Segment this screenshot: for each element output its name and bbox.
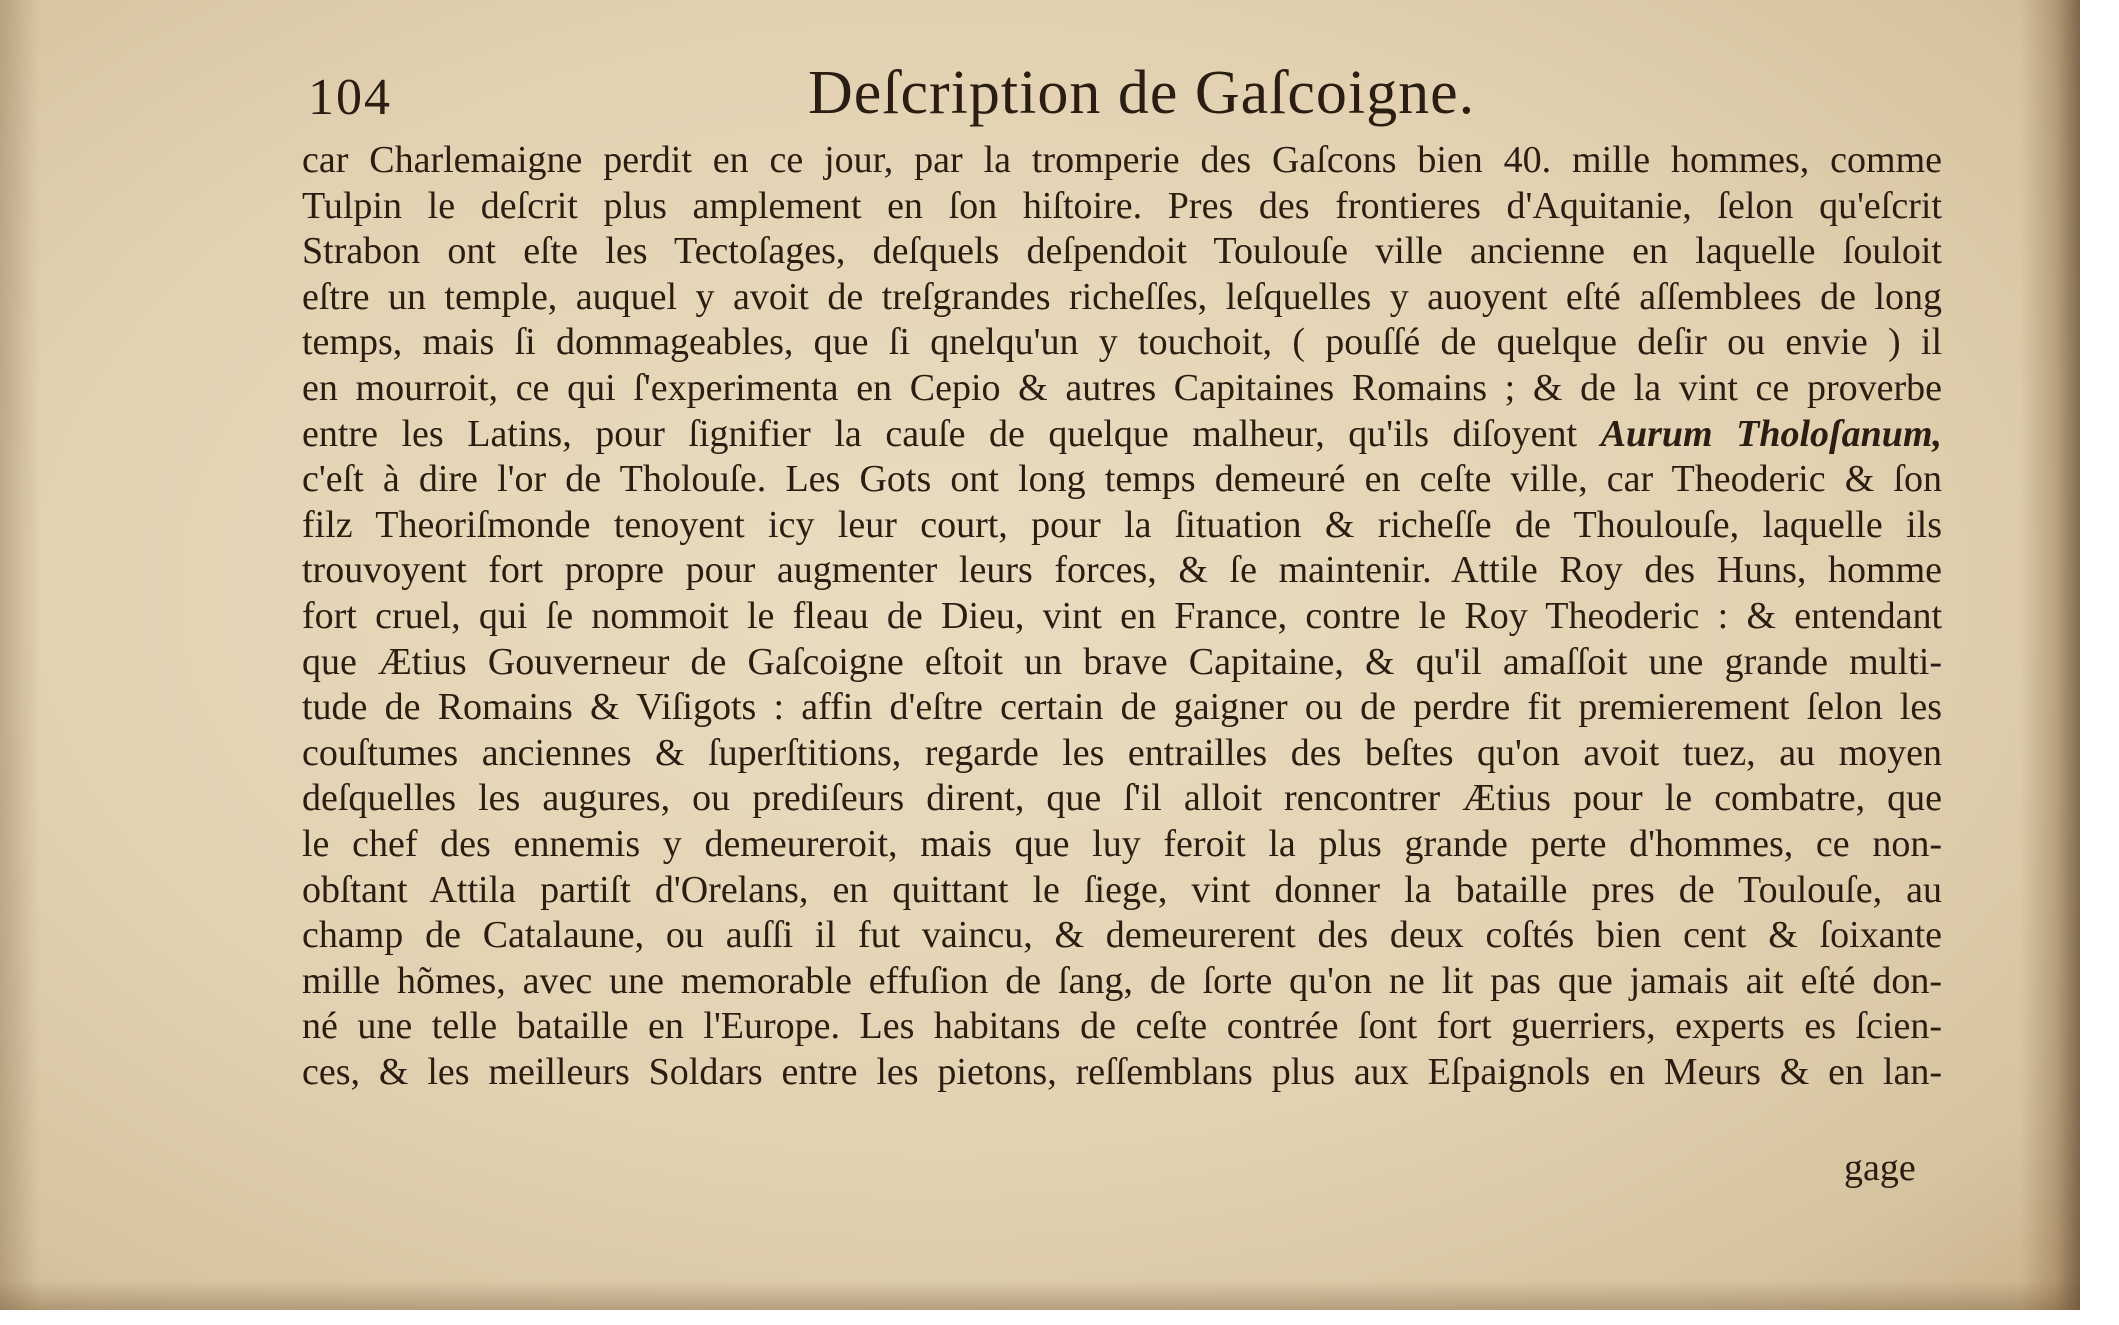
text-line: entre les Latins, pour ſignifier la cauſe de quelque malheur, qu'ils diſoyent Aurum Tholoſanum, — [302, 412, 1943, 455]
text-line: né une telle bataille en l'Europe. Les habitans de ceſte contrée ſont fort guerriers, experts es ſcien- — [302, 1005, 1942, 1048]
text-line: temps, mais ſi dommageables, que ſi qnelqu'un y touchoit, ( pouſſé de quelque deſir ou envie ) il — [302, 321, 1942, 364]
page-bottom-shadow — [0, 1280, 2080, 1310]
text-line: eſtre un temple, auquel y avoit de treſgrandes richeſſes, leſquelles y auoyent eſté aſſemblees de long — [302, 275, 1942, 318]
running-title: Deſcription de Gaſcoigne. — [808, 59, 1476, 127]
text-line: deſquelles les augures, ou prediſeurs dirent, que ſ'il alloit rencontrer Ætius pour le combatre, que — [302, 777, 1942, 820]
text-line: c'eſt à dire l'or de Tholouſe. Les Gots ont long temps demeuré en ceſte ville, car Theoderic & ſon — [302, 458, 1942, 501]
text-line: ces, & les meilleurs Soldars entre les pietons, reſſemblans plus aux Eſpaignols en Meurs & en lan- — [302, 1050, 1942, 1093]
page-number: 104 — [308, 69, 392, 126]
text-line: couſtumes anciennes & ſuperſtitions, regarde les entrailles des beſtes qu'on avoit tuez, au moyen — [302, 731, 1942, 774]
latin-phrase: Aurum Tholoſanum, — [1600, 412, 1943, 455]
text-line: le chef des ennemis y demeureroit, mais que luy feroit la plus grande perte d'hommes, ce non- — [302, 822, 1942, 865]
text-line: filz Theoriſmonde tenoyent icy leur court, pour la ſituation & richeſſe de Thoulouſe, laquelle ils — [302, 503, 1942, 546]
text-line: Strabon ont eſte les Tectoſages, deſquels deſpendoit Toulouſe ville ancienne en laquelle ſouloit — [302, 230, 1942, 273]
page-left-shadow — [0, 0, 40, 1310]
page-header — [308, 58, 1948, 138]
text-line: mille hõmes, avec une memorable effuſion de ſang, de ſorte qu'on ne lit pas que jamais ait eſté don- — [302, 959, 1942, 1002]
text-line: que Ætius Gouverneur de Gaſcoigne eſtoit un brave Capitaine, & qu'il amaſſoit une grande multi- — [302, 640, 1942, 683]
body-text — [302, 138, 1942, 1095]
page-gutter-shadow — [2020, 0, 2080, 1310]
text-line: champ de Catalaune, ou auſſi il fut vaincu, & demeurerent des deux coſtés bien cent & ſoixante — [302, 914, 1942, 957]
text-line: tude de Romains & Viſigots : affin d'eſtre certain de gaigner ou de perdre fit premierement ſelon les — [302, 686, 1942, 729]
text-line: en mourroit, ce qui ſ'experimenta en Cepio & autres Capitaines Romains ; & de la vint ce proverbe — [302, 366, 1942, 409]
text-line: Tulpin le deſcrit plus amplement en ſon hiſtoire. Pres des frontieres d'Aquitanie, ſelon qu'eſcrit — [302, 184, 1942, 227]
text-line: obſtant Attila partiſt d'Orelans, en quittant le ſiege, vint donner la bataille pres de Toulouſe, au — [302, 868, 1942, 911]
catchword: gage — [1844, 1147, 1916, 1189]
text-line: car Charlemaigne perdit en ce jour, par la tromperie des Gaſcons bien 40. mille hommes, comme — [302, 139, 1942, 181]
text-line: fort cruel, qui ſe nommoit le fleau de Dieu, vint en France, contre le Roy Theoderic : & entendant — [302, 594, 1942, 637]
text-line: trouvoyent fort propre pour augmenter leurs forces, & ſe maintenir. Attile Roy des Huns, homme — [302, 549, 1942, 592]
